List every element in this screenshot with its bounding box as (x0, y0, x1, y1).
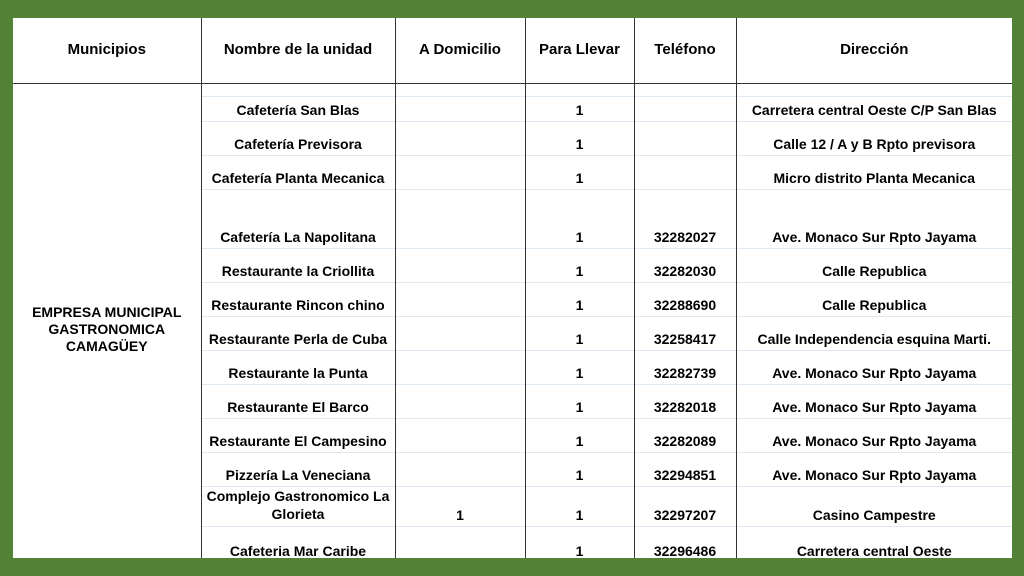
domicilio-value (395, 283, 525, 317)
domicilio-value (395, 122, 525, 156)
telefono-value: 32288690 (634, 283, 736, 317)
municipio-cell: EMPRESA MUNICIPAL GASTRONOMICA CAMAGÜEY (32, 303, 182, 354)
telefono-value: 32258417 (634, 317, 736, 351)
unit-name: Cafetería Planta Mecanica (201, 156, 395, 190)
domicilio-value (395, 419, 525, 453)
unit-name: Restaurante la Criollita (201, 249, 395, 283)
llevar-value: 1 (525, 283, 634, 317)
telefono-value: 32296486 (634, 527, 736, 559)
unit-name: Complejo Gastronomico La Glorieta (201, 487, 395, 527)
telefono-value (634, 122, 736, 156)
telefono-value: 32282739 (634, 351, 736, 385)
domicilio-value (395, 385, 525, 419)
telefono-value (634, 156, 736, 190)
header-nombre: Nombre de la unidad (201, 18, 395, 84)
domicilio-value (395, 97, 525, 122)
header-row (13, 18, 1012, 84)
domicilio-value (395, 156, 525, 190)
unit-name: Restaurante Rincon chino (201, 283, 395, 317)
header-llevar: Para Llevar (525, 18, 634, 84)
llevar-value: 1 (525, 351, 634, 385)
llevar-value: 1 (525, 190, 634, 249)
direccion-value: Ave. Monaco Sur Rpto Jayama (736, 453, 1012, 487)
telefono-value: 32294851 (634, 453, 736, 487)
llevar-value: 1 (525, 249, 634, 283)
telefono-value: 32282027 (634, 190, 736, 249)
direccion-value: Ave. Monaco Sur Rpto Jayama (736, 385, 1012, 419)
unit-name: Restaurante la Punta (201, 351, 395, 385)
domicilio-value (395, 317, 525, 351)
direccion-value: Ave. Monaco Sur Rpto Jayama (736, 351, 1012, 385)
llevar-value: 1 (525, 419, 634, 453)
direccion-value: Micro distrito Planta Mecanica (736, 156, 1012, 190)
direccion-value: Calle Independencia esquina Marti. (736, 317, 1012, 351)
unit-name: Restaurante Perla de Cuba (201, 317, 395, 351)
telefono-value: 32282089 (634, 419, 736, 453)
unit-name: Cafetería Previsora (201, 122, 395, 156)
unit-name: Restaurante El Campesino (201, 419, 395, 453)
direccion-value: Casino Campestre (736, 487, 1012, 527)
telefono-value: 32282018 (634, 385, 736, 419)
unit-name: Cafetería La Napolitana (201, 190, 395, 249)
direccion-value: Calle 12 / A y B Rpto previsora (736, 122, 1012, 156)
llevar-value: 1 (525, 385, 634, 419)
llevar-value: 1 (525, 122, 634, 156)
llevar-value: 1 (525, 487, 634, 527)
llevar-value: 1 (525, 453, 634, 487)
direccion-value: Carretera central Oeste C/P San Blas (736, 97, 1012, 122)
domicilio-value: 1 (395, 487, 525, 527)
direccion-value: Calle Republica (736, 283, 1012, 317)
unit-name: Cafetería San Blas (201, 97, 395, 122)
telefono-value: 32282030 (634, 249, 736, 283)
spacer-row (13, 84, 1012, 97)
header-direccion: Dirección (736, 18, 1012, 84)
unit-name: Pizzería La Veneciana (201, 453, 395, 487)
llevar-value: 1 (525, 156, 634, 190)
slide-frame (13, 18, 1012, 558)
domicilio-value (395, 453, 525, 487)
direccion-value: Calle Republica (736, 249, 1012, 283)
domicilio-value (395, 527, 525, 559)
llevar-value: 1 (525, 317, 634, 351)
header-telefono: Teléfono (634, 18, 736, 84)
direccion-value: Ave. Monaco Sur Rpto Jayama (736, 419, 1012, 453)
llevar-value: 1 (525, 527, 634, 559)
llevar-value: 1 (525, 97, 634, 122)
telefono-value (634, 97, 736, 122)
domicilio-value (395, 249, 525, 283)
header-domicilio: A Domicilio (395, 18, 525, 84)
header-municipios: Municipios (13, 18, 201, 84)
unit-name: Cafeteria Mar Caribe (201, 527, 395, 559)
telefono-value: 32297207 (634, 487, 736, 527)
direccion-value: Ave. Monaco Sur Rpto Jayama (736, 190, 1012, 249)
unit-name: Restaurante El Barco (201, 385, 395, 419)
units-table (13, 18, 1012, 558)
direccion-value: Carretera central Oeste (736, 527, 1012, 559)
domicilio-value (395, 351, 525, 385)
domicilio-value (395, 190, 525, 249)
